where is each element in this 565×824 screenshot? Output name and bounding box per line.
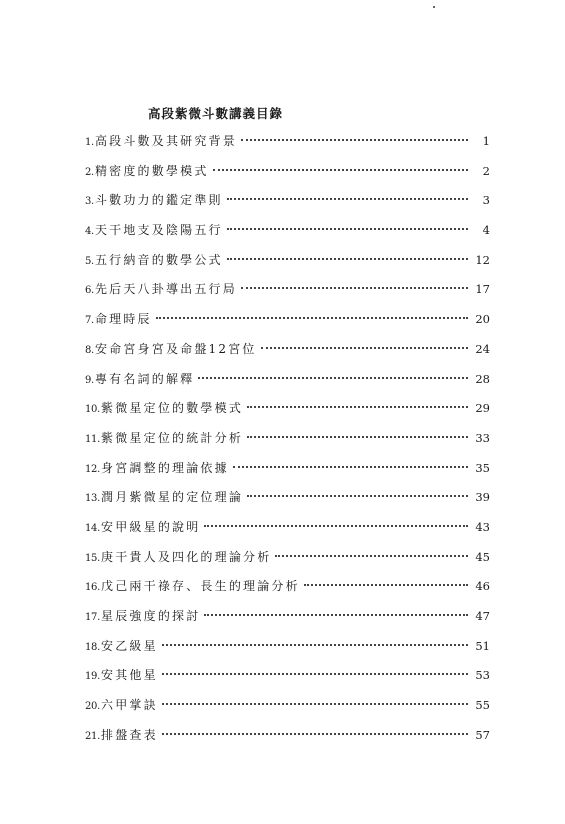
toc-entry-page-number: 33	[475, 430, 490, 445]
toc-dot-leader	[227, 198, 468, 200]
toc-entry-number: 19.	[85, 671, 101, 683]
toc-entry-number: 6.	[85, 285, 94, 297]
toc-entry	[85, 458, 490, 488]
toc-entry	[85, 369, 490, 399]
toc-entry	[85, 428, 490, 458]
toc-dot-leader	[162, 703, 468, 705]
toc-dot-leader	[241, 287, 468, 289]
toc-entry-number: 12.	[85, 463, 101, 475]
toc-entry-number: 4.	[85, 226, 94, 238]
toc-entry-number: 21.	[85, 730, 101, 742]
toc-entry-number: 2.	[85, 166, 94, 178]
toc-entry-title: 五行納音的數學公式	[94, 252, 223, 267]
toc-entry	[85, 131, 490, 161]
toc-entry	[85, 339, 490, 369]
toc-entry-title: 命理時辰	[94, 312, 152, 327]
toc-entry-number: 13.	[85, 493, 101, 505]
toc-entry-page-number: 57	[475, 727, 490, 742]
toc-entry-page-number: 39	[475, 490, 490, 505]
toc-entry	[85, 695, 490, 725]
toc-list	[85, 131, 490, 754]
toc-entry-title: 斗數功力的鑑定準則	[94, 193, 223, 208]
toc-entry-page-number: 1	[482, 134, 490, 148]
toc-entry-number: 9.	[85, 374, 94, 386]
toc-entry-page-number: 46	[475, 579, 490, 594]
toc-title: 高段紫微斗數講義目錄	[148, 106, 284, 121]
toc-dot-leader	[204, 614, 468, 616]
toc-entry-title: 安其他星	[101, 668, 158, 683]
toc-entry	[85, 606, 490, 636]
toc-entry-title: 潤月紫微星的定位理論	[101, 490, 244, 505]
toc-dot-leader	[261, 347, 468, 349]
toc-dot-leader	[275, 555, 468, 557]
toc-entry	[85, 636, 490, 666]
toc-entry	[85, 161, 490, 191]
toc-entry-title: 庚干貴人及四化的理論分析	[101, 549, 272, 564]
toc-entry-title: 排盤查表	[101, 727, 158, 742]
toc-entry-page-number: 12	[475, 252, 490, 267]
scan-speck	[433, 6, 435, 8]
toc-entry-title: 身宮調整的理論依據	[101, 460, 229, 475]
toc-entry-title: 專有名詞的解釋	[94, 371, 195, 386]
toc-dot-leader	[198, 377, 468, 379]
toc-entry-number: 11.	[85, 433, 101, 445]
toc-entry-page-number: 28	[475, 371, 490, 386]
toc-dot-leader	[162, 673, 468, 675]
toc-entry-title: 戊己兩干祿存、長生的理論分析	[101, 579, 300, 594]
toc-entry-title: 安甲級星的說明	[101, 519, 201, 534]
toc-entry-number: 17.	[85, 612, 101, 623]
toc-entry-page-number: 47	[475, 609, 490, 623]
toc-dot-leader	[304, 584, 468, 586]
toc-entry-page-number: 45	[475, 549, 490, 564]
toc-entry-number: 1.	[85, 137, 94, 148]
toc-entry-number: 20.	[85, 701, 101, 713]
toc-entry-title: 紫微星定位的數學模式	[101, 401, 244, 416]
toc-entry-number: 10.	[85, 404, 101, 416]
toc-entry-page-number: 24	[475, 341, 490, 356]
toc-entry-title: 高段斗數及其研究背景	[94, 134, 237, 148]
toc-entry-page-number: 2	[482, 163, 490, 178]
toc-dot-leader	[247, 406, 468, 408]
toc-entry-page-number: 29	[475, 401, 490, 416]
toc-entry	[85, 487, 490, 517]
toc-entry-number: 3.	[85, 196, 94, 208]
toc-dot-leader	[204, 525, 468, 527]
toc-entry-number: 18.	[85, 641, 101, 653]
toc-entry-title: 先后天八卦導出五行局	[94, 282, 237, 297]
toc-dot-leader	[227, 228, 468, 230]
toc-entry-number: 7.	[85, 315, 94, 327]
toc-entry	[85, 665, 490, 695]
toc-entry-title: 紫微星定位的統計分析	[101, 430, 244, 445]
toc-entry-title: 安乙級星	[101, 638, 158, 653]
toc-entry	[85, 547, 490, 577]
toc-entry-page-number: 3	[482, 193, 490, 208]
toc-entry	[85, 190, 490, 220]
toc-entry	[85, 279, 490, 309]
toc-entry-page-number: 35	[475, 460, 490, 475]
toc-entry-title: 安命宮身宮及命盤12宮位	[94, 341, 257, 356]
toc-entry-page-number: 53	[475, 668, 490, 683]
toc-entry-title: 精密度的數學模式	[94, 163, 209, 178]
toc-entry-page-number: 51	[475, 638, 490, 653]
toc-entry-title: 星辰強度的探討	[101, 609, 201, 623]
toc-entry-number: 5.	[85, 255, 94, 267]
toc-dot-leader	[162, 733, 468, 735]
toc-dot-leader	[233, 466, 468, 468]
toc-dot-leader	[213, 169, 468, 171]
toc-entry	[85, 250, 490, 280]
toc-entry-page-number: 55	[475, 698, 490, 713]
toc-entry-number: 15.	[85, 552, 101, 564]
toc-entry-page-number: 17	[475, 282, 490, 297]
toc-entry	[85, 517, 490, 547]
toc-entry	[85, 398, 490, 428]
toc-dot-leader	[241, 139, 468, 141]
toc-dot-leader	[247, 436, 468, 438]
toc-entry-number: 8.	[85, 344, 94, 356]
toc-dot-leader	[227, 258, 468, 260]
toc-entry-page-number: 20	[475, 312, 490, 327]
toc-dot-leader	[247, 495, 468, 497]
toc-entry-title: 六甲掌訣	[101, 698, 158, 713]
toc-entry	[85, 309, 490, 339]
toc-dot-leader	[156, 317, 468, 319]
toc-entry-title: 天干地支及陰陽五行	[94, 223, 223, 238]
toc-entry-number: 14.	[85, 522, 101, 534]
toc-entry	[85, 220, 490, 250]
toc-dot-leader	[162, 644, 468, 646]
toc-entry	[85, 576, 490, 606]
toc-entry-page-number: 43	[475, 519, 490, 534]
toc-entry	[85, 725, 490, 755]
toc-entry-number: 16.	[85, 582, 101, 594]
toc-entry-page-number: 4	[482, 223, 490, 238]
